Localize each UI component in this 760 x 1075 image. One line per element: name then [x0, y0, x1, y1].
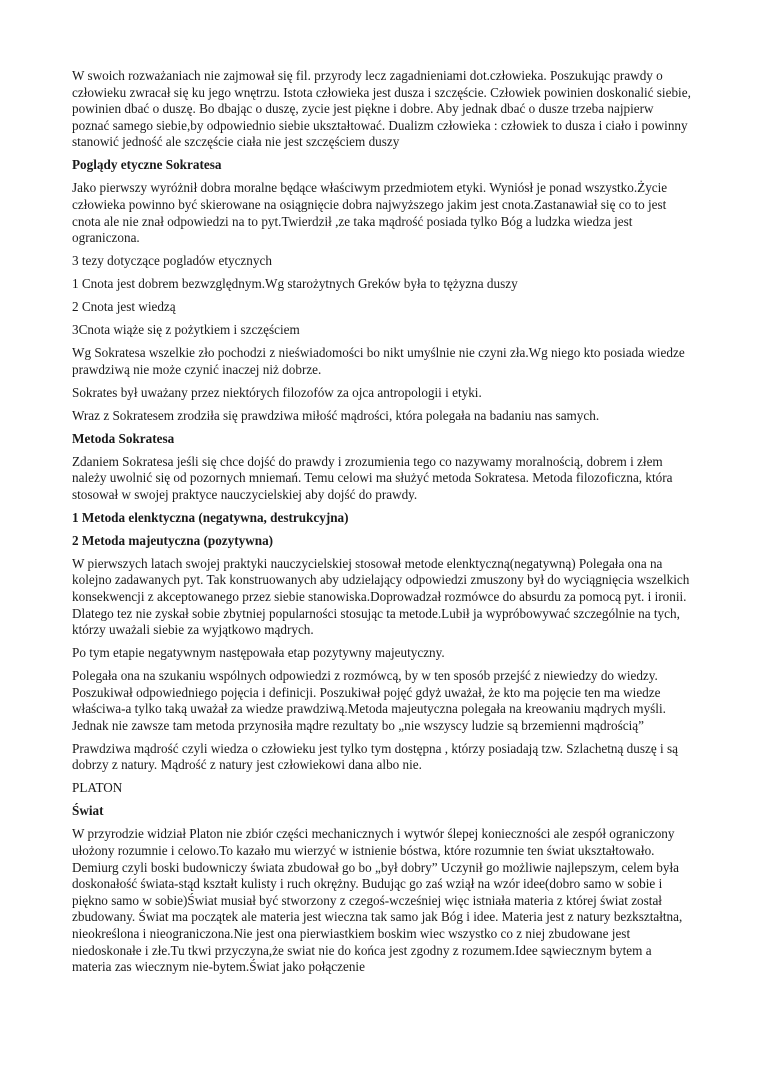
world-paragraph: W przyrodzie widział Platon nie zbiór części mechanicznych i wytwór ślepej konieczności ale zespół ograniczony ułożony rozumnie i celowo.To kazało mu wierzyć w istnienie bóstwa, które rozumnie ten świat ukształtowało. Demiurg czyli boski budowniczy świata zbudował go bo „był dobry” Uczynił go możliwie najlepszym, celem była doskonałość świata-stąd kształt kulisty i ruch okrężny. Budując go zaś wziął na wzór idee(dobro samo w sobie i piękno samo w sobie)Świat musiał być stworzony z czegoś-wcześniej więc istniała materia z której świat został zbudowany. Świat ma początek ale materia jest wieczna tak samo jak Bóg i idee. Materia jest z natury bezkształtna, nieokreślona i nieograniczona.Nie jest ona pierwiastkiem boskim wiec wszystko co z niej zbudowane jest niedoskonałe i złe.Tu tkwi przyczyna,że swiat nie do końca jest zgodny z rozumem.Idee sąwiecznym bytem a materia zas wiecznym nie-bytem.Świat jako połączenie	[72, 826, 683, 975]
transition-paragraph: Po tym etapie negatywnym następowała etap pozytywny majeutyczny.	[72, 645, 445, 661]
method-paragraph: Zdaniem Sokratesa jeśli się chce dojść do prawdy i zrozumienia tego co nazywamy moralnością, dobrem i złem należy uwolnić się od pozornych mniemań. Temu celowi ma służyć metoda Sokratesa. Metoda filozoficzna, która stosował w swojej praktyce nauczycielskiej aby dojść do prawdy.	[72, 453, 673, 502]
anthropology-paragraph: Sokrates był uważany przez niektórych filozofów za ojca antropologii i etyki.	[72, 384, 482, 400]
thesis-1: 1 Cnota jest dobrem bezwzględnym.Wg starożytnych Greków była to tężyzna duszy	[72, 276, 518, 292]
thesis-2: 2 Cnota jest wiedzą	[72, 299, 176, 315]
method-elenctic-heading: 1 Metoda elenktyczna (negatywna, destrukcyjna)	[72, 509, 349, 525]
thesis-3: 3Cnota wiąże się z pożytkiem i szczęściem	[72, 322, 300, 338]
true-wisdom-paragraph: Prawdziwa mądrość czyli wiedza o człowieku jest tylko tym dostępna , którzy posiadają tzw. Szlachetną duszę i są dobrzy z natury. Mądrość z natury jest człowiekowi dana albo nie.	[72, 740, 678, 773]
evil-paragraph: Wg Sokratesa wszelkie zło pochodzi z nieświadomości bo nikt umyślnie nie czyni zła.Wg niego kto posiada wiedze prawdziwą nie może czynić inaczej niż dobrze.	[72, 345, 685, 377]
wisdom-paragraph: Wraz z Sokratesem zrodziła się prawdziwa miłość mądrości, która polegała na badaniu nas samych.	[72, 407, 600, 423]
method-maieutic-heading: 2 Metoda majeutyczna (pozytywna)	[72, 532, 274, 548]
section-heading-method: Metoda Sokratesa	[72, 430, 175, 446]
ethics-paragraph: Jako pierwszy wyróżnił dobra moralne będące właściwym przedmiotem etyki. Wyniósł je ponad wszystko.Życie człowieka powinno być skierowane na osiągnięcie dobra najwyższego jakim jest cnota.Zastanawiał się co to jest cnota ale nie znał odpowiedzi na to pyt.Twierdził ,ze taka mądrość posiada tylko Bóg a ludzka wiedza jest ograniczona.	[72, 180, 668, 246]
theses-intro: 3 tezy dotyczące pogladów etycznych	[72, 253, 272, 269]
elenctic-paragraph: W pierwszych latach swojej praktyki nauczycielskiej stosował metode elenktyczną(negatywną) Polegała ona na kolejno zadawanych pyt. Tak konstruowanych aby udzielający odpowiedzi zmuszony był do wyciągnięcia wszelkich konsekwencji z akceptowanego przez siebie stanowiska.Doprowadzał rozmówce do absurdu za pomocą pyt. i ironii. Dlatego tez nie zyskał sobie zbytniej popularności stosując ta metode.Lubił ja wypróbowywać szczególnie na tych, którzy uważali siebie za wyjątkowo mądrych.	[72, 555, 690, 638]
section-heading-ethics: Poglądy etyczne Sokratesa	[72, 157, 222, 173]
intro-paragraph: W swoich rozważaniach nie zajmował się fil. przyrody lecz zagadnieniami dot.człowieka. Poszukując prawdy o człowieku zwracał się ku jego wnętrzu. Istota człowieka jest dusza i szczęście. Człowiek powinien doskonalić siebie, powinien dbać o duszę. Bo dbając o duszę, zycie jest piękne i dobre. Aby jednak dbać o dusze trzeba najpierw poznać samego siebie,by odpowiednio siebie ukształtować. Dualizm człowieka : człowiek to dusza i ciało i powinny stanowić jedność ale szczęście ciała nie jest szczęściem duszy	[72, 68, 691, 150]
platon-label: PLATON	[72, 780, 123, 796]
maieutic-paragraph: Polegała ona na szukaniu wspólnych odpowiedzi z rozmówcą, by w ten sposób przejść z niewiedzy do wiedzy. Poszukiwał odpowiedniego pojęcia i definicji. Poszukiwał pojęć gdyż uważał, że kto ma pojęcie ten ma wiedze właściwa-a tylko taką uważał za wiedze prawdziwą.Metoda majeutyczna polegała na kreowaniu mądrych myśli. Jednak nie zawsze tam metoda przynosiła mądre rezultaty bo „nie wszyscy ludzie są brzemienni mądrością”	[72, 668, 666, 733]
document-body	[72, 68, 692, 982]
section-heading-world: Świat	[72, 803, 104, 819]
